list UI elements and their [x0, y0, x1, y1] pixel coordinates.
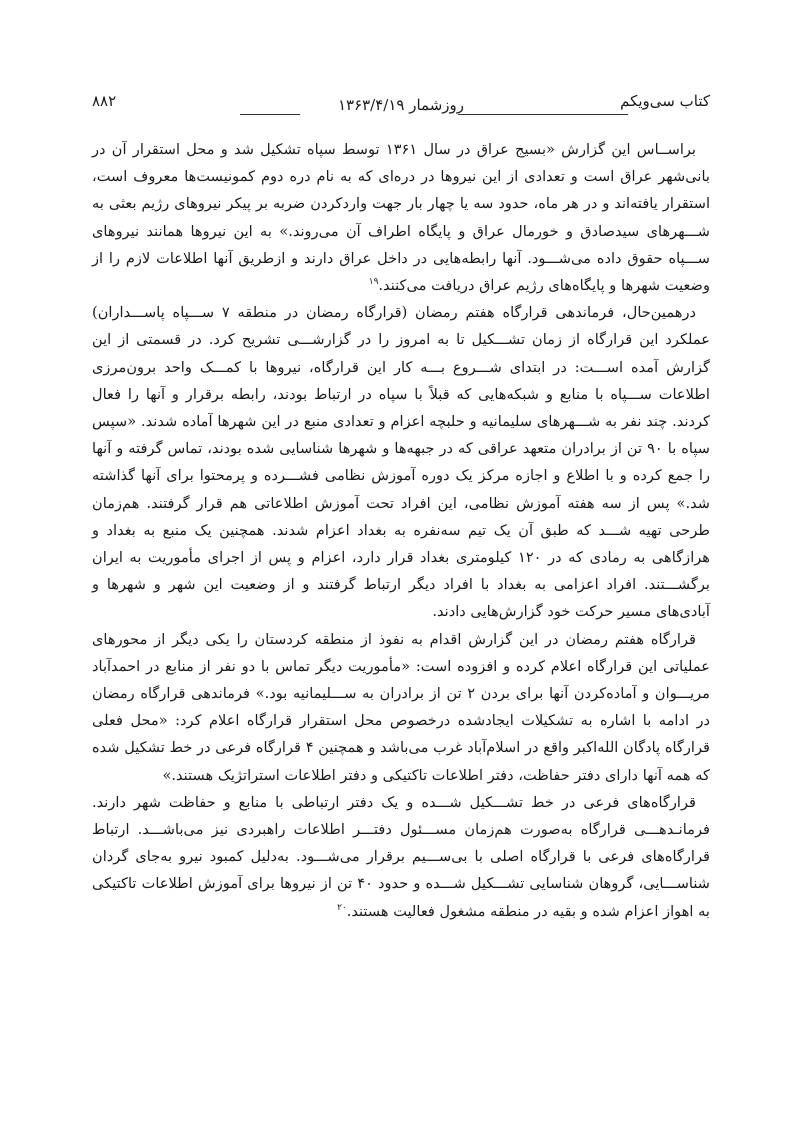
- book-title: کتاب سی‌ویکم: [620, 92, 710, 110]
- paragraph-text: براســاس این گزارش «بسیج عراق در سال ۱۳۶۱ توسط سپاه تشکیل شد و محل استقرار آن در بانی‌شهر عراق است و تعدادی از این نیروها در دره‌ای که به نام دره دوم کمونیست‌ها معروف است، استقرار یافته‌اند و در هر ماه، حدود سه یا چهار بار جهت واردکردن ضربه بر پیکر نیروهای رژیم بعثی به شـــهرهای سیدصادق و خورمال عراق و پایگاه اطراف آن می‌روند.» به این نیروها همانند نیروهای ســـپاه حقوق داده می‌شـــود. آنها رابطه‌هایی در داخل عراق دارند و ازطریق آنها اطلاعات لازم را از وضعیت شهرها و پایگاه‌های رژیم عراق دریافت می‌کنند.: [92, 141, 710, 295]
- paragraph: [92, 789, 710, 925]
- paragraph: [92, 136, 710, 299]
- paragraph-text: درهمین‌حال، فرماندهی قرارگاه هفتم رمضان (قرارگاه رمضان در منطقه ۷ ســـپاه پاســـداران) عملکرد این قرارگاه از زمان تشـــکیل تا به امروز را در گزارشـــی تشریح کرد. در قسمتی از این گزارش آمده اســـت: در ابتدای شـــروع بـــه کار این قرارگاه، نیروها با کمـــک واحد برون‌مرزی اطلاعات ســـپاه با منابع و شبکه‌هایی که قبلاً با سپاه در ارتباط بودند، رابطه برقرار و آنها را فعال کردند. چند نفر به شـــهرهای سلیمانیه و حلبچه اعزام و تعدادی منبع در این شهرها آماده شدند. «سپس سپاه با ۹۰ تن از برادران متعهد عراقی که در جبهه‌ها و شهرها شناسایی شده بودند، تماس گرفته و آنها را جمع کرده و با اطلاع و اجازه مرکز یک دوره آموزش نظامی فشـــرده و پرمحتوا برای آنها گذاشته شد.» پس از سه هفته آموزش نظامی، این افراد تحت آموزش اطلاعاتی هم قرار گرفتند. هم‌زمان طرحی تهیه شـــد که طبق آن یک تیم سه‌نفره به بغداد اعزام شدند. همچنین یک منبع به بغداد و هرازگاهی به رمادی که در ۱۲۰ کیلومتری بغداد قرار دارد، اعزام و پس از اجرای مأموریت به ایران برگشـــتند. افراد اعزامی به بغداد با افراد دیگر ارتباط گرفتند و از وضعیت این شهر و شهرها و آبادی‌های مسیر حرکت خود گزارش‌هایی دادند.: [92, 304, 710, 621]
- header-rule-left: [240, 114, 300, 115]
- page-number: ۸۸۲: [92, 92, 117, 110]
- header-rule-right: [458, 114, 628, 115]
- running-header: [92, 92, 710, 120]
- paragraph: [92, 626, 710, 789]
- footnote-marker: ۲۰: [337, 902, 347, 913]
- footnote-marker: ۱۹: [368, 277, 379, 288]
- body-text: [92, 136, 710, 925]
- chronicle-date: روزشمار ۱۳۶۳/۴/۱۹: [337, 96, 465, 114]
- paragraph-text: قرارگاه‌های فرعی در خط تشـــکیل شـــده و یک دفتر ارتباطی با منابع و حفاظت شهر دارند. فرمانـدهـــی قرارگاه به‌صورت هم‌زمان مســـئول دفتـــر اطلاعات راهبردی نیز می‌باشـــد. ارتباط قرارگاه‌های فرعی با قرارگاه اصلی با بی‌ســـیم برقرار می‌شـــود. به‌دلیل کمبود نیرو به‌جای گردان شناســـایی، گروهان شناسایی تشـــکیل شـــده و حدود ۴۰ تن از نیروها برای آموزش اطلاعات تاکتیکی به اهواز اعزام شده و بقیه در منطقه مشغول فعالیت هستند.: [92, 793, 711, 920]
- paragraph: [92, 299, 710, 625]
- paragraph-text: قرارگاه هفتم رمضان در این گزارش اقدام به نفوذ از منطقه کردستان را یکی دیگر از محورهای عملیاتی این قرارگاه اعلام کرده و افزوده است: «مأموریت دیگر تماس با دو نفر از منابع در احمدآباد مریـــوان و آماده‌کردن آنها برای بردن ۲ تن از برادران به ســـلیمانیه بود.» فرماندهی قرارگاه رمضان در ادامه با اشاره به تشکیلات ایجادشده درخصوص محل استقرار قرارگاه اعلام کرد: «محل فعلی قرارگاه پادگان الله‌اکبر واقع در اسلام‌آباد غرب می‌باشد و همچنین ۴ قرارگاه فرعی در خط تشکیل شده که همه آنها دارای دفتر حفاظت، دفتر اطلاعات تاکتیکی و دفتر اطلاعات استراتژیک هستند.»: [92, 630, 710, 784]
